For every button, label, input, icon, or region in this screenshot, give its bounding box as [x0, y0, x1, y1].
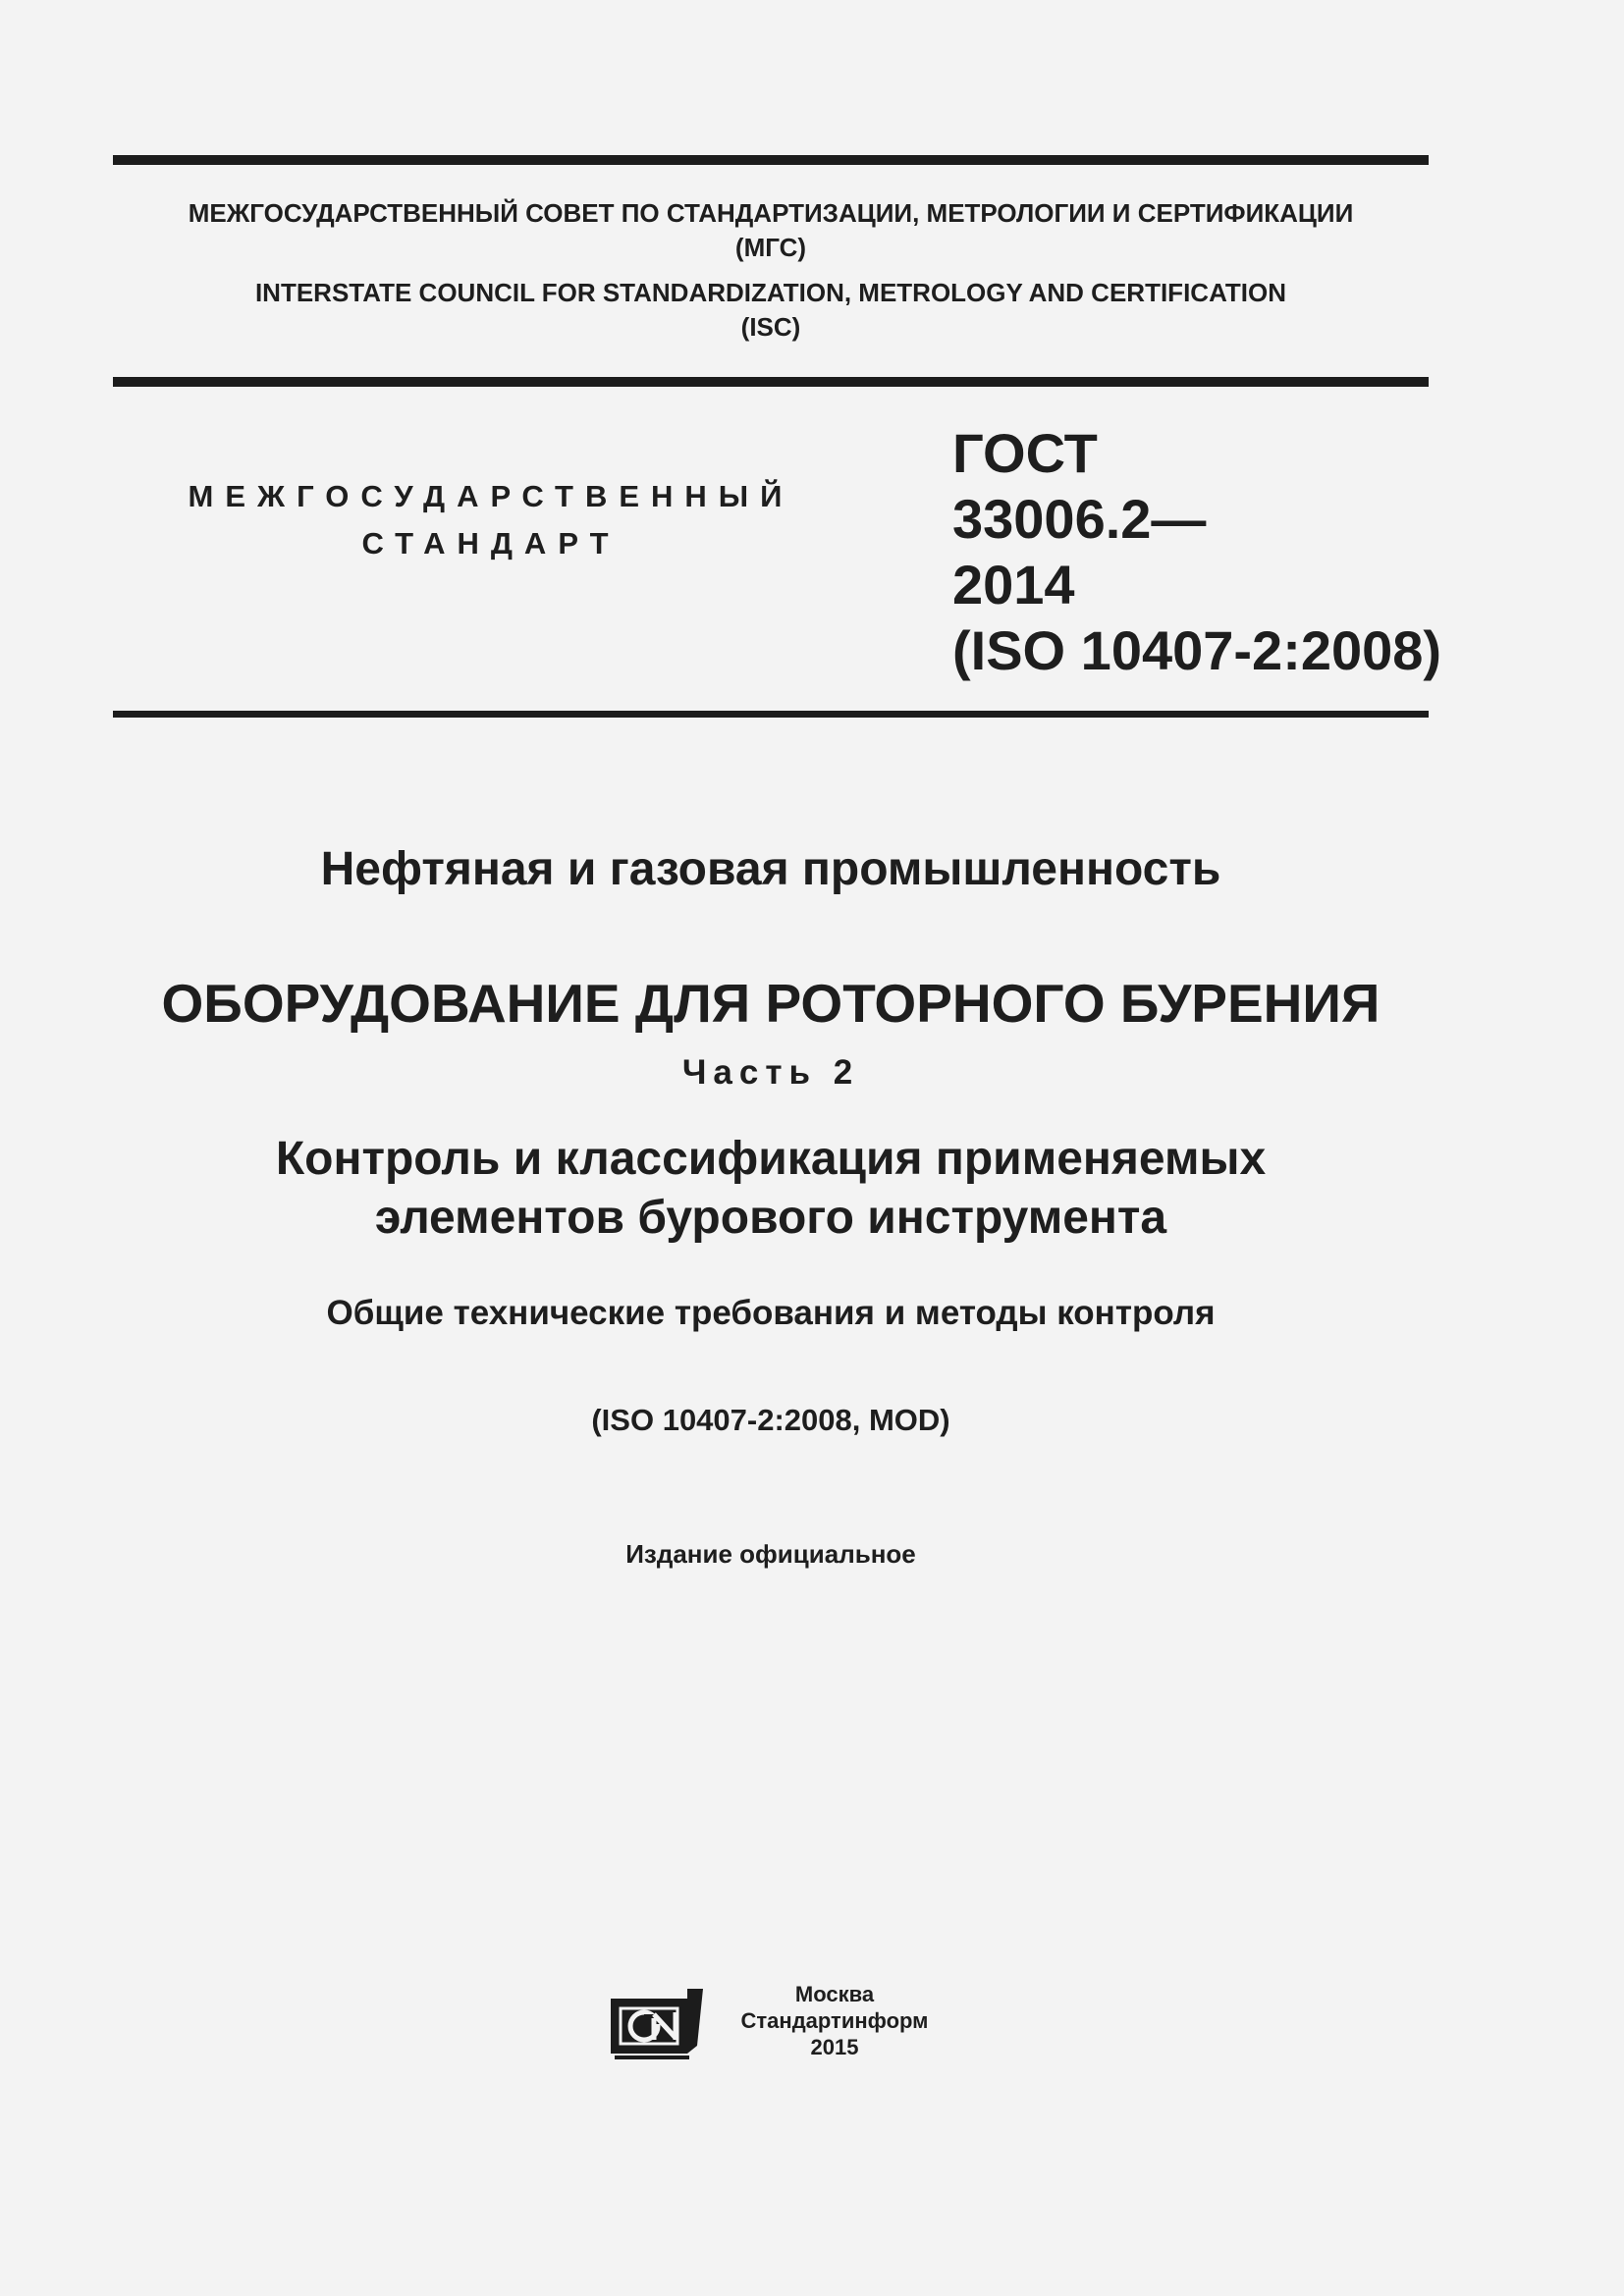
- gost-line1: ГОСТ: [952, 422, 1098, 484]
- publisher-name: Стандартинформ: [740, 2008, 929, 2033]
- publisher-year: 2015: [810, 2035, 859, 2059]
- main-title: ОБОРУДОВАНИЕ ДЛЯ РОТОРНОГО БУРЕНИЯ: [161, 973, 1380, 1034]
- subtitle-line2: элементов бурового инструмента: [374, 1192, 1167, 1244]
- publisher-block: [717, 1981, 952, 2060]
- council-ru: МЕЖГОСУДАРСТВЕННЫЙ СОВЕТ ПО СТАНДАРТИЗАЦИИ, МЕТРОЛОГИИ И СЕРТИФИКАЦИИ: [188, 198, 1354, 228]
- publisher-city: Москва: [794, 1982, 875, 2006]
- header-bottom-rule: [113, 377, 1429, 387]
- standard-label-line1: МЕЖГОСУДАРСТВЕННЫЙ: [188, 479, 794, 513]
- iso-reference: (ISO 10407-2:2008, MOD): [591, 1403, 950, 1437]
- gost-line2: 33006.2—: [952, 488, 1207, 550]
- council-ru-abbr: (МГС): [734, 233, 807, 262]
- industry-title: Нефтяная и газовая промышленность: [320, 843, 1221, 895]
- top-rule: [113, 155, 1429, 165]
- standard-label-line2: СТАНДАРТ: [361, 526, 621, 561]
- council-en-abbr: (ISC): [740, 312, 801, 342]
- council-en: INTERSTATE COUNCIL FOR STANDARDIZATION, METROLOGY AND CERTIFICATION: [254, 278, 1287, 307]
- gost-line3: 2014: [952, 554, 1075, 615]
- requirements-title: Общие технические требования и методы контроля: [326, 1294, 1216, 1332]
- gost-line4: (ISO 10407-2:2008): [952, 619, 1442, 681]
- standartinform-logo-icon: [611, 1985, 705, 2059]
- subtitle-line1: Контроль и классификация применяемых: [275, 1133, 1267, 1185]
- part-label: Часть 2: [681, 1053, 860, 1092]
- gost-designation: [952, 420, 1441, 683]
- designation-bottom-rule: [113, 711, 1429, 718]
- edition-label: Издание официальное: [625, 1539, 916, 1569]
